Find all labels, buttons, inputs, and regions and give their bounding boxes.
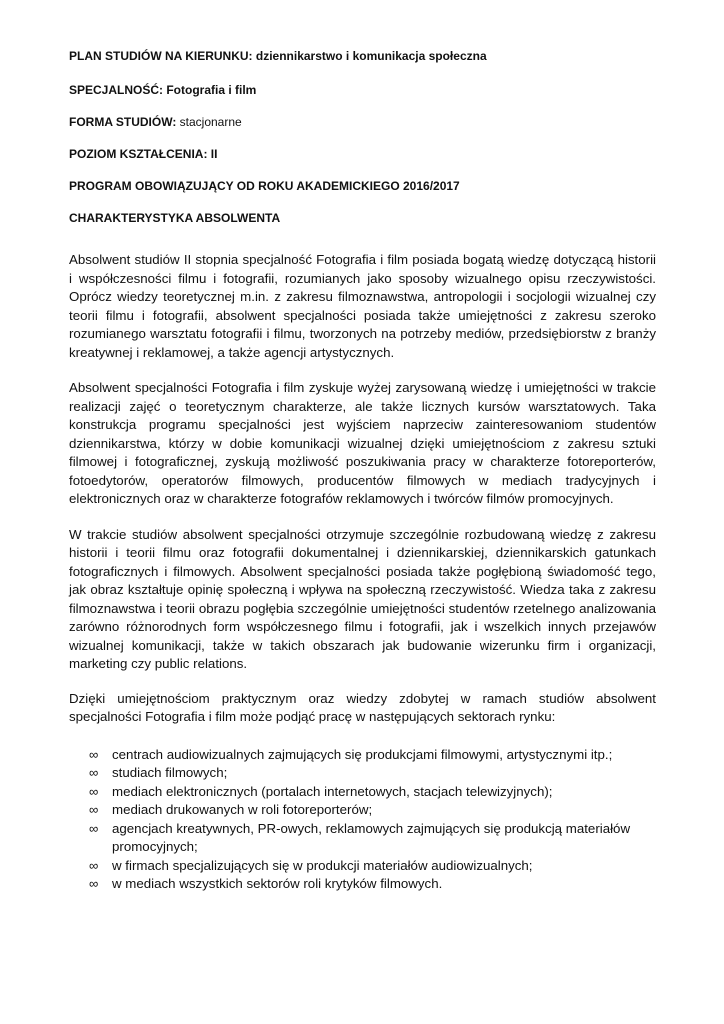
study-form-value: stacjonarne <box>176 115 242 129</box>
infinity-bullet-icon: ∞ <box>89 802 99 817</box>
paragraph-theory: W trakcie studiów absolwent specjalności otrzymuje szczególnie rozbudowaną wiedzę z zakresu historii i teorii filmu oraz fotografii dokumentalnej i dziennikarskiej, dziennikarskich gatunkach fotograficznych i filmowych. Absolwent specjalności posiada także pogłębioną świadomość tego, jak obraz kształtuje opinię społeczną i wpływa na społeczną rzeczywistość. Wiedza taka z zakresu filmoznawstwa i teorii obrazu pogłębia szczególnie umiejętności studentów rzetelnego analizowania zarówno różnorodnych form współczesnego filmu i fotografii, jak i wszelkich innych przejawów wizualnej komunikacji, także w takich obszarach jak budowanie wizerunku firm i organizacji, marketing czy public relations. <box>69 526 656 671</box>
paragraph-career-intro: Dzięki umiejętnościom praktycznym oraz wiedzy zdobytej w ramach studiów absolwent specjalności Fotografia i film może podjąć pracę w następujących sektorach rynku: <box>69 690 656 724</box>
education-level-heading: POZIOM KSZTAŁCENIA: II <box>69 147 218 161</box>
paragraph-skills: Absolwent specjalności Fotografia i film zyskuje wyżej zarysowaną wiedzę i umiejętności w trakcie realizacji zajęć o teoretycznym charakterze, ale także licznych kursów warsztatowych. Taka konstrukcja programu specjalności jest wyjściem naprzeciw zainteresowaniom studentów dziennikarstwa, którzy w dobie komunikacji wizualnej dzięki umiejętnościom z zakresu sztuki filmowej i fotograficznej, zyskują możliwość poszukiwania pracy w charakterze fotoreporterów, fotoedytorów, operatorów filmowych, producentów filmowych w mediach tradycyjnych i elektronicznych oraz w charakterze fotografów reklamowych i twórców filmów promocyjnych. <box>69 380 656 506</box>
infinity-bullet-icon: ∞ <box>89 765 99 780</box>
specialty-heading: SPECJALNOŚĆ: Fotografia i film <box>69 83 257 97</box>
list-item: ∞ studiach filmowych; <box>69 764 656 783</box>
career-sectors-list <box>69 746 656 894</box>
list-item: ∞ agencjach kreatywnych, PR-owych, reklamowych zajmujących się produkcją materiałów promocyjnych; <box>89 820 631 854</box>
graduate-profile-heading: CHARAKTERYSTYKA ABSOLWENTA <box>69 211 281 225</box>
infinity-bullet-icon: ∞ <box>89 820 99 836</box>
list-item: ∞ w firmach specjalizujących się w produkcji materiałów audiowizualnych; <box>69 857 656 876</box>
list-item: ∞ mediach drukowanych w roli fotoreporterów; <box>69 801 656 820</box>
study-form-label: FORMA STUDIÓW: <box>69 115 177 129</box>
list-item: ∞ mediach elektronicznych (portalach internetowych, stacjach telewizyjnych); <box>69 783 656 802</box>
document-page <box>69 48 656 894</box>
list-item: ∞ centrach audiowizualnych zajmujących się produkcjami filmowymi, artystycznymi itp.; <box>69 746 656 765</box>
study-form-heading <box>69 114 656 130</box>
infinity-bullet-icon: ∞ <box>89 783 99 799</box>
study-plan-heading: PLAN STUDIÓW NA KIERUNKU: dziennikarstwo i komunikacja społeczna <box>69 49 487 63</box>
list-item: ∞ w mediach wszystkich sektorów roli krytyków filmowych. <box>69 875 656 894</box>
infinity-bullet-icon: ∞ <box>89 857 99 873</box>
program-year-heading: PROGRAM OBOWIĄZUJĄCY OD ROKU AKADEMICKIEGO 2016/2017 <box>69 179 460 193</box>
paragraph-knowledge: Absolwent studiów II stopnia specjalność Fotografia i film posiada bogatą wiedzę dotyczącą historii i współczesności filmu i fotografii, rozumianych jako sposoby wizualnego opisu rzeczywistości. Oprócz wiedzy teoretycznej m.in. z zakresu filmoznawstwa, antropologii i socjologii wizualnej czy teorii filmu i fotografii, absolwent specjalności posiada także umiejętności z zakresu szeroko rozumianego warsztatu fotografii i filmu, tworzonych na potrzeby mediów, przedsiębiorstw z branży kreatywnej i reklamowej, a także agencji artystycznych. <box>69 252 656 360</box>
infinity-bullet-icon: ∞ <box>89 746 99 762</box>
infinity-bullet-icon: ∞ <box>89 876 99 891</box>
